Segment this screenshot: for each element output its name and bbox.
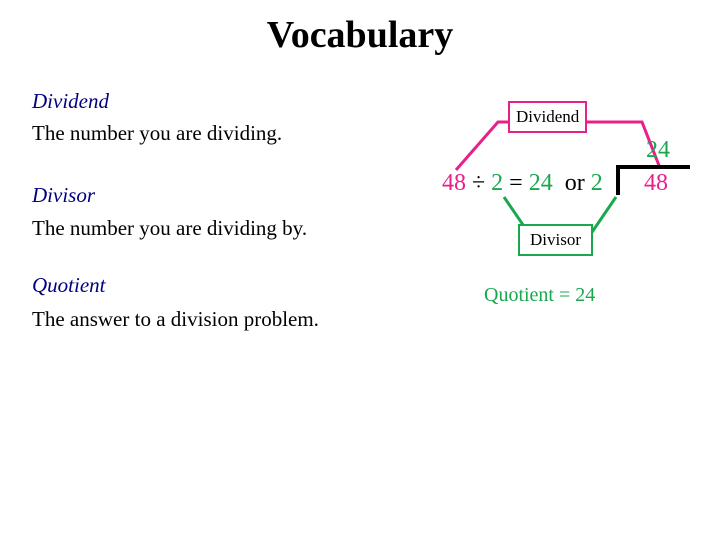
definition-divisor: The number you are dividing by. xyxy=(32,216,308,240)
equation-line xyxy=(442,168,603,198)
term-divisor: Divisor xyxy=(32,183,95,207)
equation-dividend: 48 xyxy=(442,170,466,196)
definition-dividend: The number you are dividing. xyxy=(32,121,283,145)
long-division-dividend: 48 xyxy=(644,170,668,196)
slide-title: Vocabulary xyxy=(266,14,454,56)
definition-quotient: The answer to a division problem. xyxy=(32,307,319,331)
divide-sign: ÷ xyxy=(472,170,486,196)
divisor-label-box: Divisor xyxy=(518,224,593,256)
equation-divisor: 2 xyxy=(491,170,504,196)
or-text: or xyxy=(564,170,585,196)
long-division-quotient: 24 xyxy=(646,137,670,163)
long-division-divisor: 2 xyxy=(590,170,603,196)
dividend-label-box: Dividend xyxy=(508,101,587,133)
equals-sign: = xyxy=(509,170,523,196)
term-dividend: Dividend xyxy=(32,89,109,113)
term-quotient: Quotient xyxy=(32,273,106,297)
equation-quotient: 24 xyxy=(528,170,553,196)
quotient-text: Quotient = 24 xyxy=(484,284,596,306)
